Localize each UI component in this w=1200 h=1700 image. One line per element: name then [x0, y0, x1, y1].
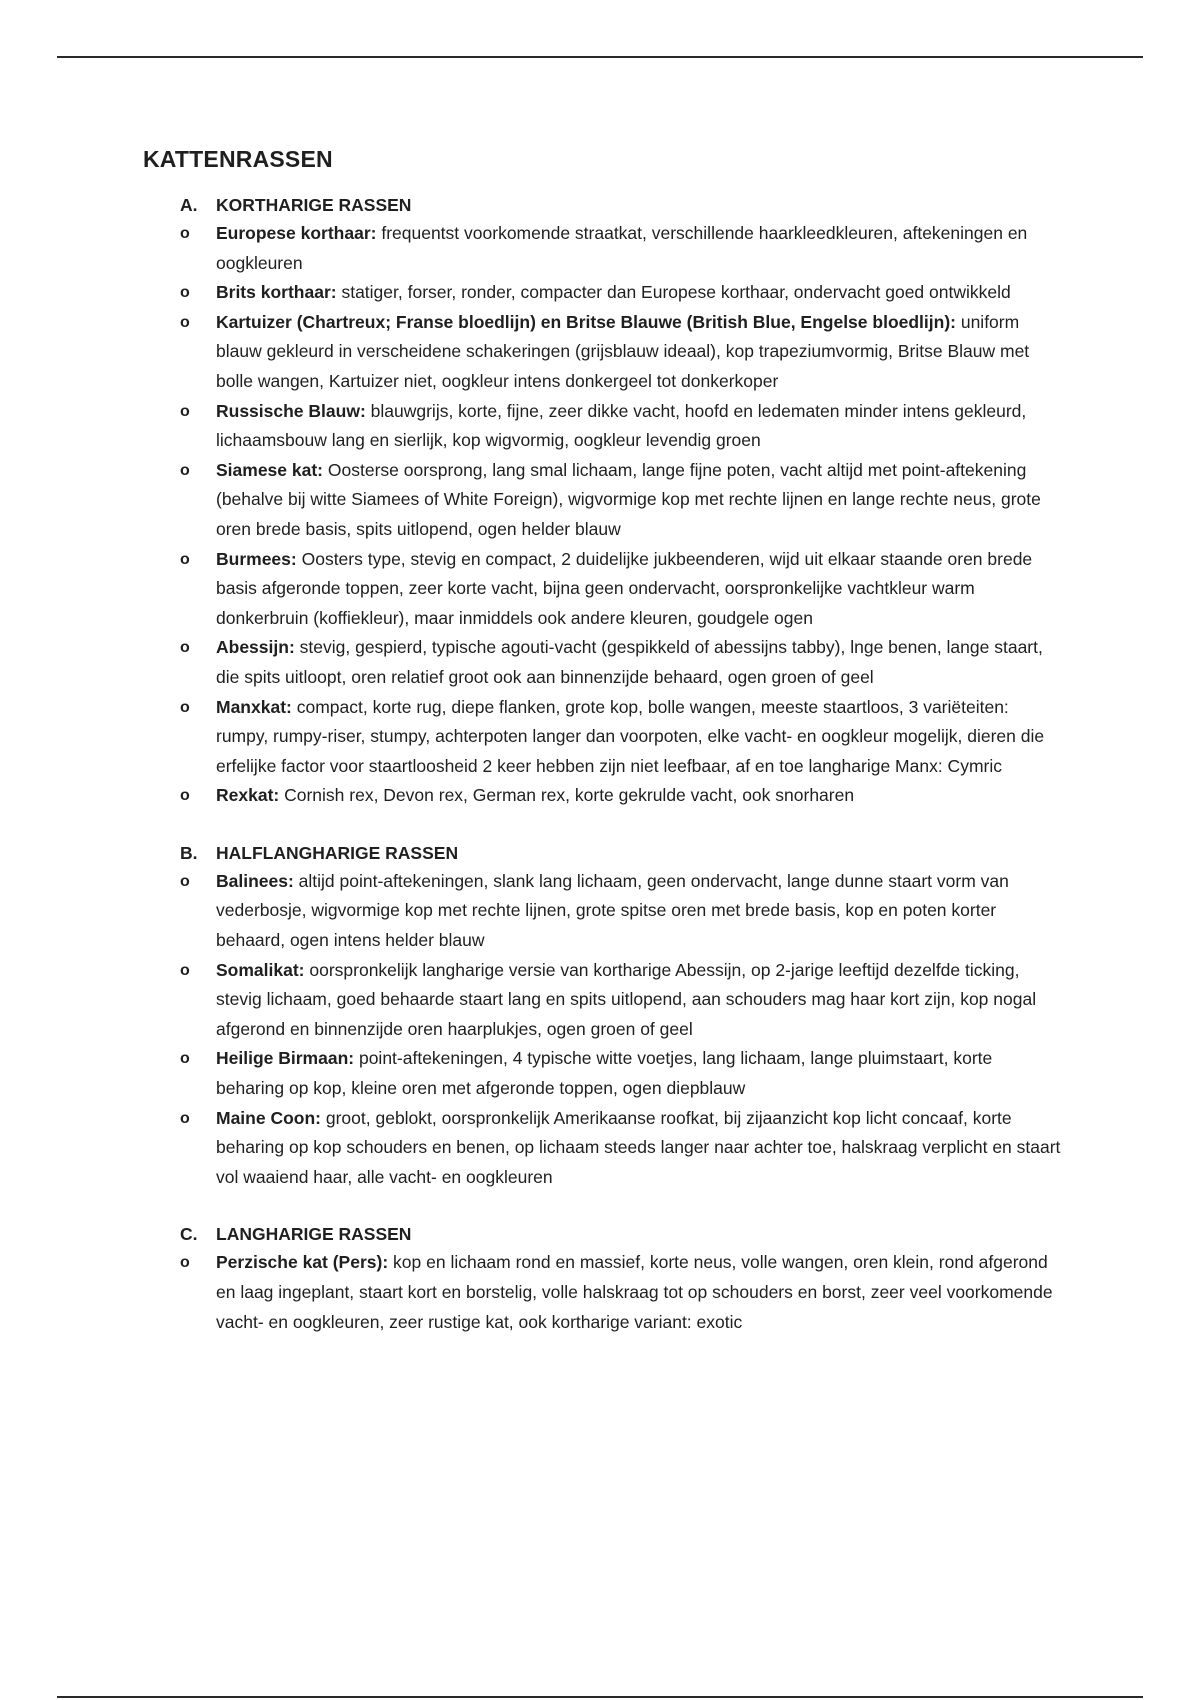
- bullet-icon: o: [180, 550, 190, 568]
- list-item: [180, 397, 1063, 456]
- breed-description: Oosterse oorsprong, lang smal lichaam, lange fijne poten, vacht altijd met point-aftekening (behalve bij witte Siamees of White Foreign), wigvormige kop met rechte lijnen en lange rechte neus, grote oren brede basis, spits uitlopend, ogen helder blauw: [216, 459, 1041, 539]
- breed-description: frequentst voorkomende straatkat, verschillende haarkleedkleuren, aftekeningen en oogkleuren: [216, 223, 1028, 273]
- list-item-text: [216, 1104, 1063, 1193]
- breed-description: groot, geblokt, oorspronkelijk Amerikaanse roofkat, bij zijaanzicht kop licht concaaf, korte beharing op kop schouders en benen, op lichaam steeds langer naar achter toe, halskraag verplicht en staart vol waaiend haar, alle vacht- en oogkleuren: [216, 1107, 1061, 1187]
- breed-name: Maine Coon:: [216, 1107, 321, 1128]
- list-item: [180, 1044, 1063, 1103]
- breed-description: blauwgrijs, korte, fijne, zeer dikke vacht, hoofd en ledematen minder intens gekleurd, lichaamsbouw lang en sierlijk, kop wigvormig, oogkleur levendig groen: [216, 400, 1027, 451]
- breed-description: stevig, gespierd, typische agouti-vacht (gespikkeld of abessijns tabby), lnge benen, lange staart, die spits uitloopt, oren relatief groot ook aan binnenzijde behaard, ogen groen of geel: [216, 637, 1043, 687]
- section-heading: [180, 191, 1063, 219]
- footer-rule: [57, 1696, 1143, 1698]
- breed-name: Heilige Birmaan:: [216, 1048, 355, 1069]
- section-letter: B.: [180, 842, 198, 863]
- section-halflangharige: [143, 839, 1063, 1193]
- bullet-icon: o: [180, 787, 190, 805]
- list-item-text: [216, 397, 1063, 456]
- bullet-icon: o: [180, 1050, 190, 1068]
- section-langharige: [143, 1220, 1063, 1337]
- list-item-text: [216, 456, 1063, 545]
- section-title: HALFLANGHARIGE RASSEN: [216, 842, 459, 863]
- section-kortharige: [143, 191, 1063, 811]
- breed-name: Somalikat:: [216, 959, 305, 980]
- list-item: [180, 1104, 1063, 1193]
- list-item: [180, 278, 1063, 308]
- document-title: KATTENRASSEN: [143, 146, 333, 172]
- breed-description: statiger, forser, ronder, compacter dan Europese korthaar, ondervacht goed ontwikkeld: [336, 282, 1011, 303]
- list-item: [180, 781, 1063, 811]
- bullet-icon: o: [180, 872, 190, 890]
- breed-description: altijd point-aftekeningen, slank lang lichaam, geen ondervacht, lange dunne staart vorm van vederbosje, wigvormige kop met rechte lijnen, grote spitse oren met brede basis, kop en poten korter behaard, ogen intens helder blauw: [216, 870, 1009, 951]
- breed-description: kop en lichaam rond en massief, korte neus, volle wangen, oren klein, rond afgerond en laag ingeplant, staart kort en borstelig, volle halskraag tot op schouders en borst, zeer veel voorkomende vacht- en oogkleuren, zeer rustige kat, ook kortharige variant: exotic: [216, 1252, 1053, 1332]
- breed-name: Burmees:: [216, 548, 297, 569]
- list-item-text: [216, 545, 1063, 634]
- list-item: [180, 633, 1063, 692]
- header-rule: [57, 56, 1143, 58]
- bullet-icon: o: [180, 1109, 190, 1127]
- breed-name: Manxkat:: [216, 696, 292, 717]
- breed-description: oorspronkelijk langharige versie van kortharige Abessijn, op 2-jarige leeftijd dezelfde ticking, stevig lichaam, goed behaarde staart lang en spits uitlopend, aan schouders mag haar kort zijn, kop nogal afgerond en binnenzijde oren haarplukjes, ogen groen of geel: [216, 959, 1037, 1039]
- breed-description: point-aftekeningen, 4 typische witte voetjes, lang lichaam, lange pluimstaart, korte beharing op kop, kleine oren met afgeronde toppen, ogen diepblauw: [216, 1048, 993, 1099]
- list-item: [180, 219, 1063, 278]
- section-letter: C.: [180, 1224, 198, 1245]
- document-body: [143, 146, 1063, 1365]
- list-item-text: [216, 867, 1063, 956]
- section-heading: [180, 1220, 1063, 1248]
- list-item-text: [216, 956, 1063, 1045]
- list-item-text: [216, 1044, 1063, 1103]
- section-title: LANGHARIGE RASSEN: [216, 1224, 412, 1245]
- list-item: [180, 867, 1063, 956]
- bullet-icon: o: [180, 698, 190, 716]
- bullet-icon: o: [180, 961, 190, 979]
- section-title: KORTHARIGE RASSEN: [216, 195, 412, 215]
- list-item: [180, 693, 1063, 782]
- section-letter: A.: [180, 195, 198, 215]
- breed-name: Balinees:: [216, 870, 294, 891]
- breed-description: compact, korte rug, diepe flanken, grote kop, bolle wangen, meeste staartloos, 3 variëteiten: rumpy, rumpy-riser, stumpy, achterpoten langer dan voorpoten, elke vacht- en oogkleur mogelijk, dieren die erfelijke factor voor staartloosheid 2 keer hebben zijn niet leefbaar, af en toe langharige Manx: Cymric: [216, 696, 1045, 776]
- breed-name: Brits korthaar:: [216, 282, 337, 303]
- list-item-text: [216, 633, 1063, 692]
- list-item: [180, 956, 1063, 1045]
- breed-name: Siamese kat:: [216, 459, 324, 480]
- list-item: [180, 545, 1063, 634]
- breed-name: Europese korthaar:: [216, 223, 377, 243]
- bullet-icon: o: [180, 1254, 190, 1272]
- bullet-icon: o: [180, 225, 190, 242]
- list-item: [180, 1248, 1063, 1337]
- list-item: [180, 308, 1063, 397]
- bullet-icon: o: [180, 461, 190, 479]
- bullet-icon: o: [180, 284, 190, 302]
- breed-name: Kartuizer (Chartreux; Franse bloedlijn) en Britse Blauwe (British Blue, Engelse bloedlijn):: [216, 311, 956, 332]
- breed-name: Rexkat:: [216, 785, 280, 806]
- breed-name: Abessijn:: [216, 637, 295, 658]
- section-heading: [180, 839, 1063, 867]
- list-item: [180, 456, 1063, 545]
- breed-description: uniform blauw gekleurd in verscheidene schakeringen (grijsblauw ideaal), kop trapeziumvormig, Britse Blauw met bolle wangen, Kartuizer niet, oogkleur intens donkergeel tot donkerkoper: [216, 311, 1030, 391]
- breed-name: Russische Blauw:: [216, 400, 366, 421]
- bullet-icon: o: [180, 402, 190, 420]
- list-item-text: [216, 693, 1063, 782]
- list-item-text: [216, 308, 1063, 397]
- list-item-text: [216, 1248, 1063, 1337]
- list-item-text: [216, 219, 1063, 278]
- list-item-text: [216, 781, 1063, 811]
- bullet-icon: o: [180, 313, 190, 331]
- breed-name: Perzische kat (Pers):: [216, 1252, 389, 1273]
- list-item-text: [216, 278, 1063, 308]
- breed-description: Cornish rex, Devon rex, German rex, korte gekrulde vacht, ook snorharen: [279, 785, 855, 806]
- bullet-icon: o: [180, 639, 190, 657]
- breed-description: Oosters type, stevig en compact, 2 duidelijke jukbeenderen, wijd uit elkaar staande oren brede basis afgeronde toppen, zeer korte vacht, bijna geen ondervacht, oorspronkelijke vachtkleur warm donkerbruin (koffiekleur), maar inmiddels ook andere kleuren, goudgele ogen: [216, 548, 1033, 628]
